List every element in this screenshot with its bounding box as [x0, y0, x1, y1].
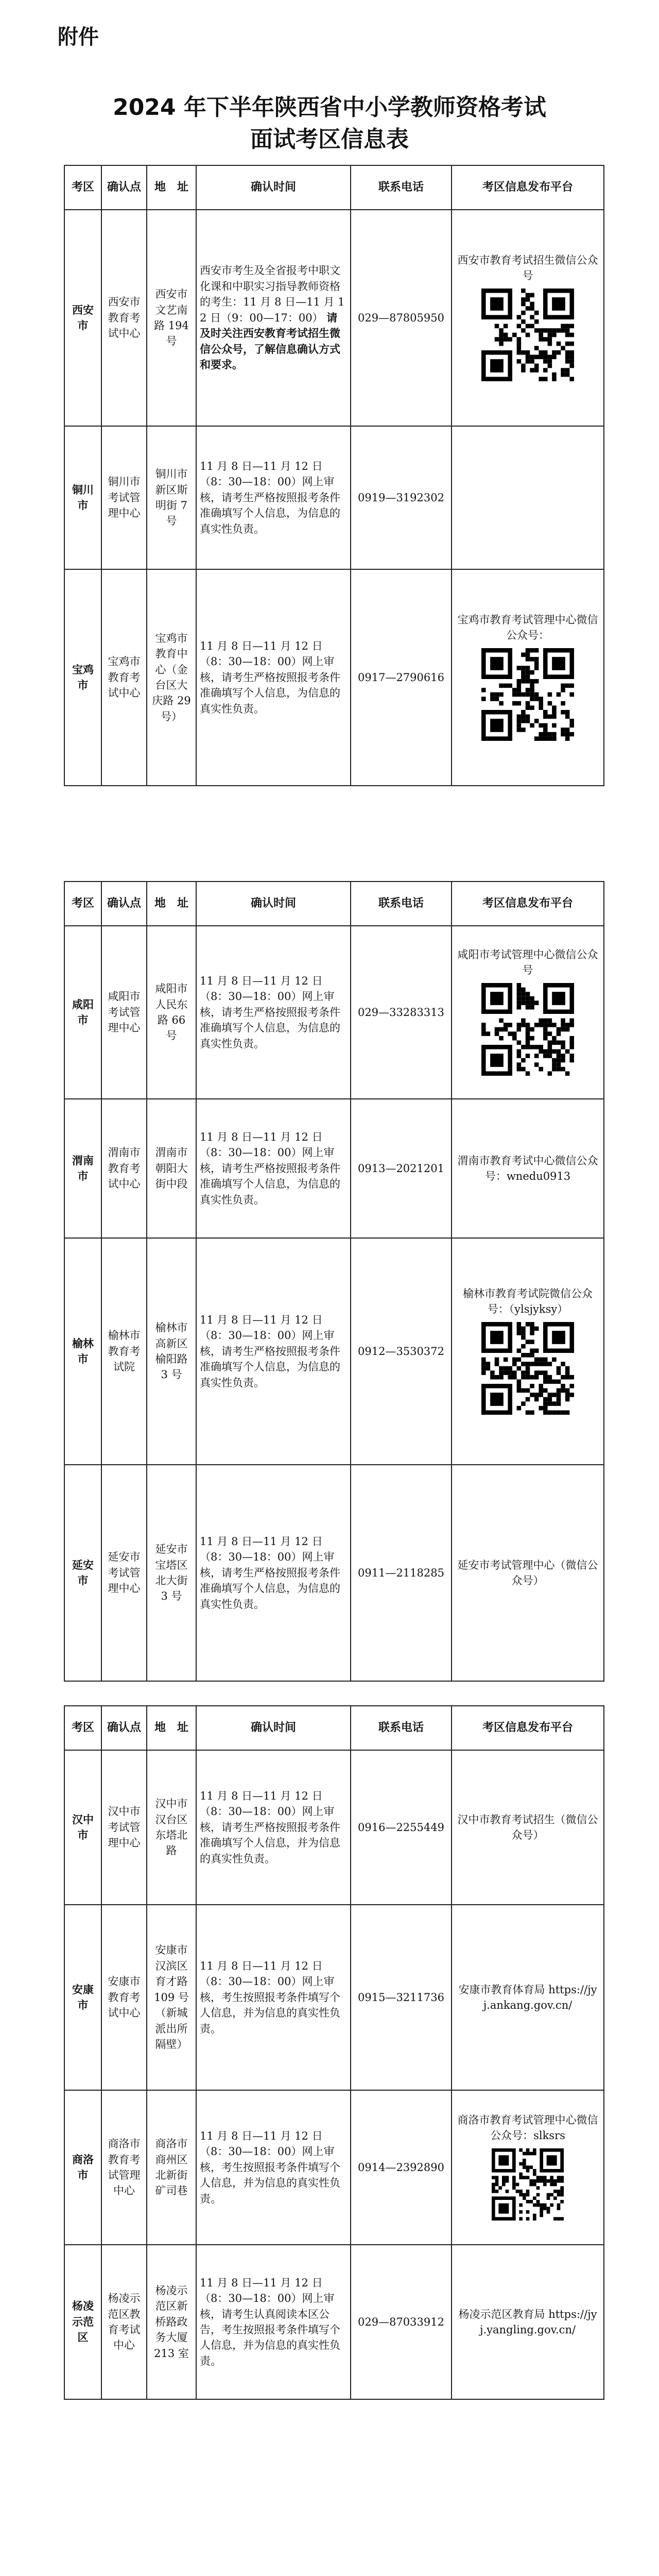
- col-header-address: 地 址: [147, 1706, 196, 1750]
- qr-code-icon: [492, 2148, 564, 2221]
- exam-area-table: [64, 881, 604, 1682]
- table-header-row: [64, 1706, 604, 1750]
- platform-cell: 渭南市教育考试中心微信公众号：wnedu0913: [452, 1099, 604, 1238]
- point-cell: 商洛市教育考试管理中心: [101, 2090, 147, 2245]
- table-page-2: [64, 881, 603, 1682]
- platform-text: 宝鸡市教育考试管理中心微信公众号：: [457, 613, 598, 641]
- point-cell: 铜川市考试管理中心: [101, 426, 147, 569]
- phone-cell: 029—33283313: [351, 926, 452, 1099]
- time-note: 请及时关注西安教育考试招生微信公众号，了解信息确认方式和要求。: [200, 311, 340, 371]
- time-cell: 11 月 8 日—11 月 12 日（8：30—18：00）网上审核，请考生认真阅读本区公告，考生按照报考条件填写个人信息，并为信息的真实性负责。: [196, 2245, 351, 2399]
- table-header-row: [64, 165, 604, 210]
- phone-cell: 0915—3211736: [351, 1905, 452, 2090]
- address-cell: 商洛市商州区北新街矿司巷: [147, 2090, 196, 2245]
- page-title-line2: 面试考区信息表: [250, 126, 409, 152]
- point-cell: 宝鸡市教育考试中心: [101, 569, 147, 786]
- address-cell: 渭南市朝阳大街中段: [147, 1099, 196, 1238]
- address-cell: 铜川市新区斯明街 7 号: [147, 426, 196, 569]
- platform-cell: [452, 426, 604, 569]
- point-cell: 延安市考试管理中心: [101, 1465, 147, 1681]
- time-cell: 11 月 8 日—11 月 12 日（8：30—18：00）网上审核，请考生严格按照报考条件准确填写个人信息，为信息的真实性负责。: [196, 926, 351, 1099]
- platform-text: 商洛市教育考试管理中心微信公众号：slksrs: [457, 2113, 598, 2142]
- phone-cell: 0912—3530372: [351, 1238, 452, 1465]
- table-row: [64, 426, 604, 569]
- table-row: [64, 1465, 604, 1681]
- table-row: [64, 2245, 604, 2399]
- platform-cell: [452, 1238, 604, 1465]
- time-cell: 11 月 8 日—11 月 12 日（8：30—18：00）网上审核，考生按照报考条件填写个人信息，并为信息的真实性负责。: [196, 1905, 351, 2090]
- exam-area-table: [64, 1705, 604, 2400]
- area-cell: 延安市: [64, 1465, 101, 1681]
- time-cell: 11 月 8 日—11 月 12 日（8：30—18：00）网上审核，请考生严格按照报考条件准确填写个人信息，为信息的真实性负责。: [196, 569, 351, 786]
- col-header-area: 考区: [64, 165, 101, 210]
- platform-cell: 延安市考试管理中心（微信公众号）: [452, 1465, 604, 1681]
- platform-cell: 汉中市教育考试招生（微信公众号）: [452, 1750, 604, 1905]
- table-header-row: [64, 882, 604, 926]
- col-header-area: 考区: [64, 882, 101, 926]
- phone-cell: 029—87805950: [351, 210, 452, 426]
- point-cell: 西安市教育考试中心: [101, 210, 147, 426]
- point-cell: 汉中市考试管理中心: [101, 1750, 147, 1905]
- area-cell: 商洛市: [64, 2090, 101, 2245]
- col-header-platform: 考区信息发布平台: [452, 882, 604, 926]
- area-cell: 铜川市: [64, 426, 101, 569]
- point-cell: 安康市教育考试中心: [101, 1905, 147, 2090]
- area-cell: 安康市: [64, 1905, 101, 2090]
- area-cell: 榆林市: [64, 1238, 101, 1465]
- platform-text: 榆林市教育考试院微信公众号：（ylsjyksy）: [463, 1287, 593, 1315]
- phone-cell: 0917—2790616: [351, 569, 452, 786]
- page-title-line1: 2024 年下半年陕西省中小学教师资格考试: [113, 94, 546, 121]
- col-header-phone: 联系电话: [351, 882, 452, 926]
- point-cell: 榆林市教育考试院: [101, 1238, 147, 1465]
- qr-code-icon: [481, 289, 574, 381]
- col-header-time: 确认时间: [196, 882, 351, 926]
- time-cell: 11 月 8 日—11 月 12 日（8：30—18：00）网上审核，请考生严格按照报考条件准确填写个人信息，为信息的真实性负责。: [196, 1465, 351, 1681]
- col-header-address: 地 址: [147, 882, 196, 926]
- phone-cell: 0919—3192302: [351, 426, 452, 569]
- table-page-3: [64, 1705, 603, 2400]
- address-cell: 杨凌示范区新桥路政务大厦 213 室: [147, 2245, 196, 2399]
- platform-cell: 杨凌示范区教育局 https://jyj.yangling.gov.cn/: [452, 2245, 604, 2399]
- address-cell: 汉中市汉台区东塔北路: [147, 1750, 196, 1905]
- col-header-time: 确认时间: [196, 1706, 351, 1750]
- platform-text: 西安市教育考试招生微信公众号: [457, 253, 598, 282]
- address-cell: 延安市宝塔区北大街 3 号: [147, 1465, 196, 1681]
- table-row: [64, 569, 604, 786]
- point-cell: 咸阳市考试管理中心: [101, 926, 147, 1099]
- time-cell: [196, 210, 351, 426]
- time-cell: 11 月 8 日—11 月 12 日（8：30—18：00）网上审核，请考生严格按照报考条件准确填写个人信息，为信息的真实性负责。: [196, 1099, 351, 1238]
- table-row: [64, 926, 604, 1099]
- phone-cell: 0913—2021201: [351, 1099, 452, 1238]
- col-header-point: 确认点: [101, 165, 147, 210]
- col-header-area: 考区: [64, 1706, 101, 1750]
- qr-code-icon: [481, 983, 574, 1076]
- phone-cell: 0914—2392890: [351, 2090, 452, 2245]
- area-cell: 西安市: [64, 210, 101, 426]
- time-cell: 11 月 8 日—11 月 12 日（8：30—18：00）网上审核，考生按照报考条件填写个人信息，并为信息的真实性负责。: [196, 2090, 351, 2245]
- address-cell: 咸阳市人民东路 66 号: [147, 926, 196, 1099]
- col-header-point: 确认点: [101, 882, 147, 926]
- table-row: [64, 1238, 604, 1465]
- attachment-label: 附件: [58, 25, 99, 49]
- point-cell: 杨凌示范区教育考试中心: [101, 2245, 147, 2399]
- phone-cell: 0911—2118285: [351, 1465, 452, 1681]
- area-cell: 汉中市: [64, 1750, 101, 1905]
- platform-cell: 安康市教育体育局 https://jyj.ankang.gov.cn/: [452, 1905, 604, 2090]
- phone-cell: 029—87033912: [351, 2245, 452, 2399]
- col-header-phone: 联系电话: [351, 1706, 452, 1750]
- area-cell: 宝鸡市: [64, 569, 101, 786]
- table-row: [64, 1750, 604, 1905]
- time-cell: 11 月 8 日—11 月 12 日（8：30—18：00）网上审核，请考生严格按照报考条件准确填写个人信息，并为信息的真实性负责。: [196, 1750, 351, 1905]
- area-cell: 杨凌示范区: [64, 2245, 101, 2399]
- qr-code-icon: [481, 1322, 574, 1415]
- address-cell: 宝鸡市教育中心（金台区大庆路 29 号）: [147, 569, 196, 786]
- col-header-platform: 考区信息发布平台: [452, 1706, 604, 1750]
- address-cell: 西安市文艺南路 194 号: [147, 210, 196, 426]
- col-header-phone: 联系电话: [351, 165, 452, 210]
- qr-code-icon: [481, 648, 574, 741]
- table-row: [64, 1905, 604, 2090]
- col-header-address: 地 址: [147, 165, 196, 210]
- address-cell: 安康市汉滨区育才路 109 号（新城派出所隔壁）: [147, 1905, 196, 2090]
- time-cell: 11 月 8 日—11 月 12 日（8：30—18：00）网上审核，请考生严格按照报考条件准确填写个人信息，为信息的真实性负责。: [196, 426, 351, 569]
- table-page-1: [64, 165, 603, 786]
- table-row: [64, 1099, 604, 1238]
- area-cell: 咸阳市: [64, 926, 101, 1099]
- table-row: [64, 2090, 604, 2245]
- col-header-platform: 考区信息发布平台: [452, 165, 604, 210]
- point-cell: 渭南市教育考试中心: [101, 1099, 147, 1238]
- platform-cell: [452, 569, 604, 786]
- col-header-point: 确认点: [101, 1706, 147, 1750]
- address-cell: 榆林市高新区榆阳路 3 号: [147, 1238, 196, 1465]
- col-header-time: 确认时间: [196, 165, 351, 210]
- platform-text: 咸阳市考试管理中心微信公众号: [457, 948, 598, 976]
- phone-cell: 0916—2255449: [351, 1750, 452, 1905]
- exam-area-table: [64, 165, 604, 786]
- platform-cell: [452, 210, 604, 426]
- table-row: [64, 210, 604, 426]
- time-text: 西安市考生及全省报考中职文化课和中职实习指导教师资格的考生：11 月 8 日—11 月 12 日（9：00—17：00）: [200, 264, 345, 324]
- platform-cell: [452, 2090, 604, 2245]
- time-cell: 11 月 8 日—11 月 12 日（8：30—18：00）网上审核，请考生严格按照报考条件准确填写个人信息，为信息的真实性负责。: [196, 1238, 351, 1465]
- area-cell: 渭南市: [64, 1099, 101, 1238]
- platform-cell: [452, 926, 604, 1099]
